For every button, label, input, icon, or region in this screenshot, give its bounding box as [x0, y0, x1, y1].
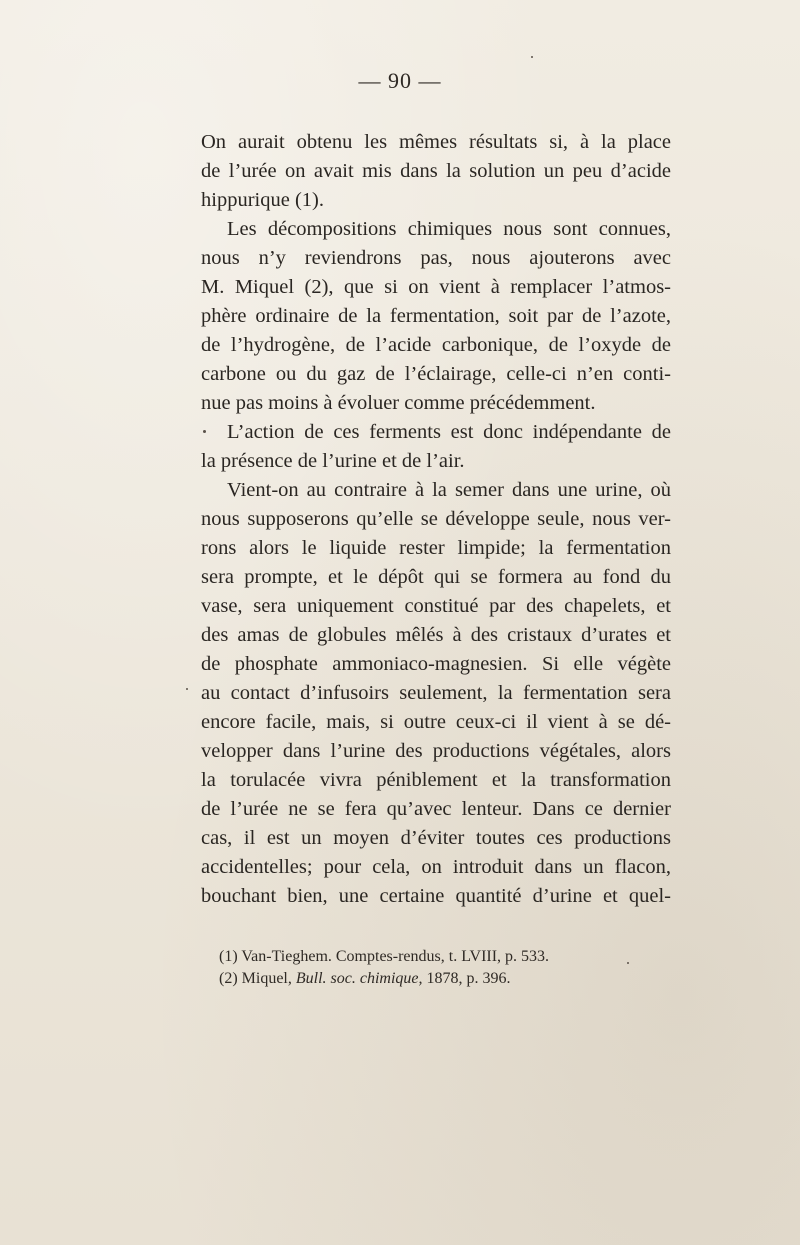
text-line: phère ordinaire de la fermentation, soit par de l’azote, [201, 305, 671, 327]
body-text [201, 128, 671, 911]
text-line: velopper dans l’urine des productions végétales, alors [201, 740, 671, 762]
page-number: — 90 — [358, 68, 442, 93]
text-line: de l’urée on avait mis dans la solution un peu d’acide [201, 160, 671, 182]
text-line: de l’urée ne se fera qu’avec lenteur. Dans ce dernier [201, 798, 671, 820]
text-line: On aurait obtenu les mêmes résultats si, à la place [201, 131, 671, 153]
text-line: cas, il est un moyen d’éviter toutes ces productions [201, 827, 671, 849]
text-line: Les décompositions chimiques nous sont connues, [227, 218, 671, 240]
text-line: sera prompte, et le dépôt qui se formera au fond du [201, 566, 671, 588]
footnote-2 [219, 968, 639, 990]
text-line: M. Miquel (2), que si on vient à remplacer l’atmos- [201, 276, 671, 298]
text-line: nue pas moins à évoluer comme précédemment. [201, 392, 596, 414]
text-line: des amas de globules mêlés à des cristaux d’urates et [201, 624, 671, 646]
ink-speck [186, 688, 188, 690]
text-line: accidentelles; pour cela, on introduit dans un flacon, [201, 856, 671, 878]
footnote-1: (1) Van-Tieghem. Comptes-rendus, t. LVIII, p. 533. [219, 948, 550, 965]
text-line: nous n’y reviendrons pas, nous ajouterons avec [201, 247, 671, 269]
footnote-2-journal: Bull. soc. chimique, [295, 970, 423, 987]
text-line: nous supposerons qu’elle se développe seule, nous ver- [201, 508, 671, 530]
text-line: Vient-on au contraire à la semer dans une urine, où [227, 479, 671, 501]
text-line: hippurique (1). [201, 189, 324, 211]
footnote-2-prefix: (2) Miquel, [219, 970, 296, 987]
text-line: vase, sera uniquement constitué par des chapelets, et [201, 595, 671, 617]
ink-speck [627, 962, 629, 964]
footnote-2-suffix: 1878, p. 396. [422, 970, 511, 987]
text-line: carbone ou du gaz de l’éclairage, celle-ci n’en conti- [201, 363, 671, 385]
text-line: de l’hydrogène, de l’acide carbonique, de l’oxyde de [201, 334, 671, 356]
text-line: bouchant bien, une certaine quantité d’urine et quel- [201, 885, 671, 907]
text-line: au contact d’infusoirs seulement, la fermentation sera [201, 682, 671, 704]
text-line: la torulacée vivra péniblement et la transformation [201, 769, 671, 791]
ink-speck [203, 430, 206, 433]
footnotes [219, 946, 639, 990]
text-line: L’action de ces ferments est donc indépendante de [227, 421, 671, 443]
text-line: rons alors le liquide rester limpide; la fermentation [201, 537, 671, 559]
ink-speck [531, 56, 533, 58]
text-line: la présence de l’urine et de l’air. [201, 450, 465, 472]
text-line: encore facile, mais, si outre ceux-ci il vient à se dé- [201, 711, 671, 733]
text-line: de phosphate ammoniaco-magnesien. Si elle végète [201, 653, 671, 675]
